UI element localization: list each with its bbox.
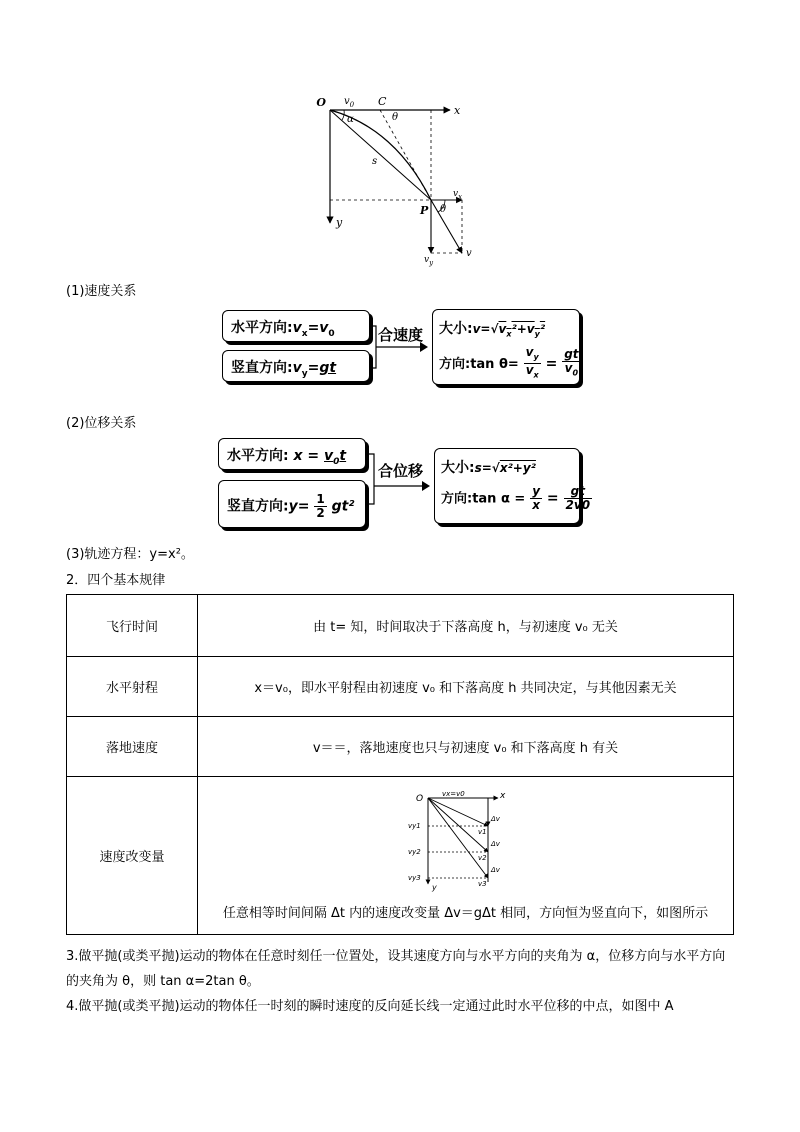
c-label: C [378, 95, 387, 108]
alpha-label: α [347, 114, 354, 125]
fig2-origin: O [415, 794, 423, 804]
fig2-vy2: vy2 [407, 848, 421, 856]
fig2-dv1: Δv [490, 815, 500, 823]
paragraph-4: 4.做平抛(或类平抛)运动的物体任一时刻的瞬时速度的反向延长线一定通过此时水平位移的中点，如图中 A [66, 999, 674, 1014]
fig2-v1: v1 [477, 828, 487, 836]
velocity-horizontal-box: 水平方向$:v_x=v_0$ [222, 310, 370, 342]
rule-value: x＝v₀，即水平射程由初速度 v₀ 和下落高度 h 共同决定，与其他因素无关 [198, 657, 734, 717]
paragraph-3: 3.做平抛(或类平抛)运动的物体在任意时刻任一位置处，设其速度方向与水平方向的夹角为 α，位移方向与水平方向的夹角为 θ，则 tan α=2tan θ。 [66, 949, 726, 989]
velocity-heading: (1)速度关系 [66, 284, 137, 299]
rule-value-cell [198, 777, 734, 935]
velocity-combine-label: 合速度 [378, 326, 424, 344]
rules-heading: 2．四个基本规律 [66, 573, 166, 588]
theta-label-top: θ [392, 112, 399, 123]
displacement-heading: (2)位移关系 [66, 416, 137, 431]
fig2-dv3: Δv [490, 866, 500, 874]
table-row [67, 657, 734, 717]
displacement-connector [366, 448, 432, 518]
table-row [67, 717, 734, 777]
rule-value: v＝＝，落地速度也只与初速度 v₀ 和下落高度 h 有关 [198, 717, 734, 777]
fig2-x: x [499, 791, 505, 801]
displacement-result-box: 大小:s=√x²+y² 方向:tan α = $\frac{y}{x}$ = $\frac{gt}{2v0}$ [434, 448, 580, 524]
theta-label-p: θ [440, 204, 447, 215]
s-label: s [372, 156, 378, 167]
fig2-y: y [431, 883, 437, 892]
velocity-vertical-box: 竖直方向$:v_y=gt$ [222, 350, 370, 382]
vy-label: $v_y$ [424, 255, 434, 267]
fig2-v3: v3 [477, 880, 487, 888]
fig2-vx: vx=v0 [441, 790, 465, 798]
displacement-combine-label: 合位移 [378, 462, 424, 480]
v0-label: $v_0$ [344, 96, 355, 109]
p-label: P [420, 204, 429, 217]
displacement-vertical-box: 竖直方向:y= $\frac{1}{2}$ gt² [218, 480, 366, 528]
rule-value: 由 t= 知，时间取决于下落高度 h，与初速度 v₀ 无关 [198, 595, 734, 657]
trajectory-equation: (3)轨迹方程：y=x²。 [66, 547, 194, 562]
rule-key: 速度改变量 [67, 777, 198, 935]
projectile-diagram [300, 88, 500, 268]
x-axis-label: x [454, 104, 461, 117]
rule-key: 飞行时间 [67, 595, 198, 657]
fig2-vy3: vy3 [407, 874, 421, 882]
rule-value: 任意相等时间间隔 Δt 内的速度改变量 Δv＝gΔt 相同，方向恒为竖直向下，如图所示 [222, 906, 709, 921]
rule-key: 水平射程 [67, 657, 198, 717]
y-axis-label: y [336, 216, 343, 229]
fig2-vy1: vy1 [407, 822, 421, 830]
velocity-result-box: 大小$:v=√v_x^2+v_y^2$ 方向:tan θ= $\frac{v_y}{v_x}$ = $\frac{gt}{v_0}$ [432, 309, 580, 385]
v-label: v [466, 248, 472, 259]
displacement-horizontal-box: 水平方向: $x = v_0t$ [218, 438, 366, 470]
origin-label: O [316, 96, 326, 109]
vx-label: $v_x$ [453, 189, 463, 201]
rules-table [66, 594, 734, 935]
table-row [67, 595, 734, 657]
fig2-dv2: Δv [490, 840, 500, 848]
fig2-v2: v2 [477, 854, 487, 862]
rule-key: 落地速度 [67, 717, 198, 777]
velocity-change-diagram [406, 788, 526, 892]
table-row [67, 777, 734, 935]
